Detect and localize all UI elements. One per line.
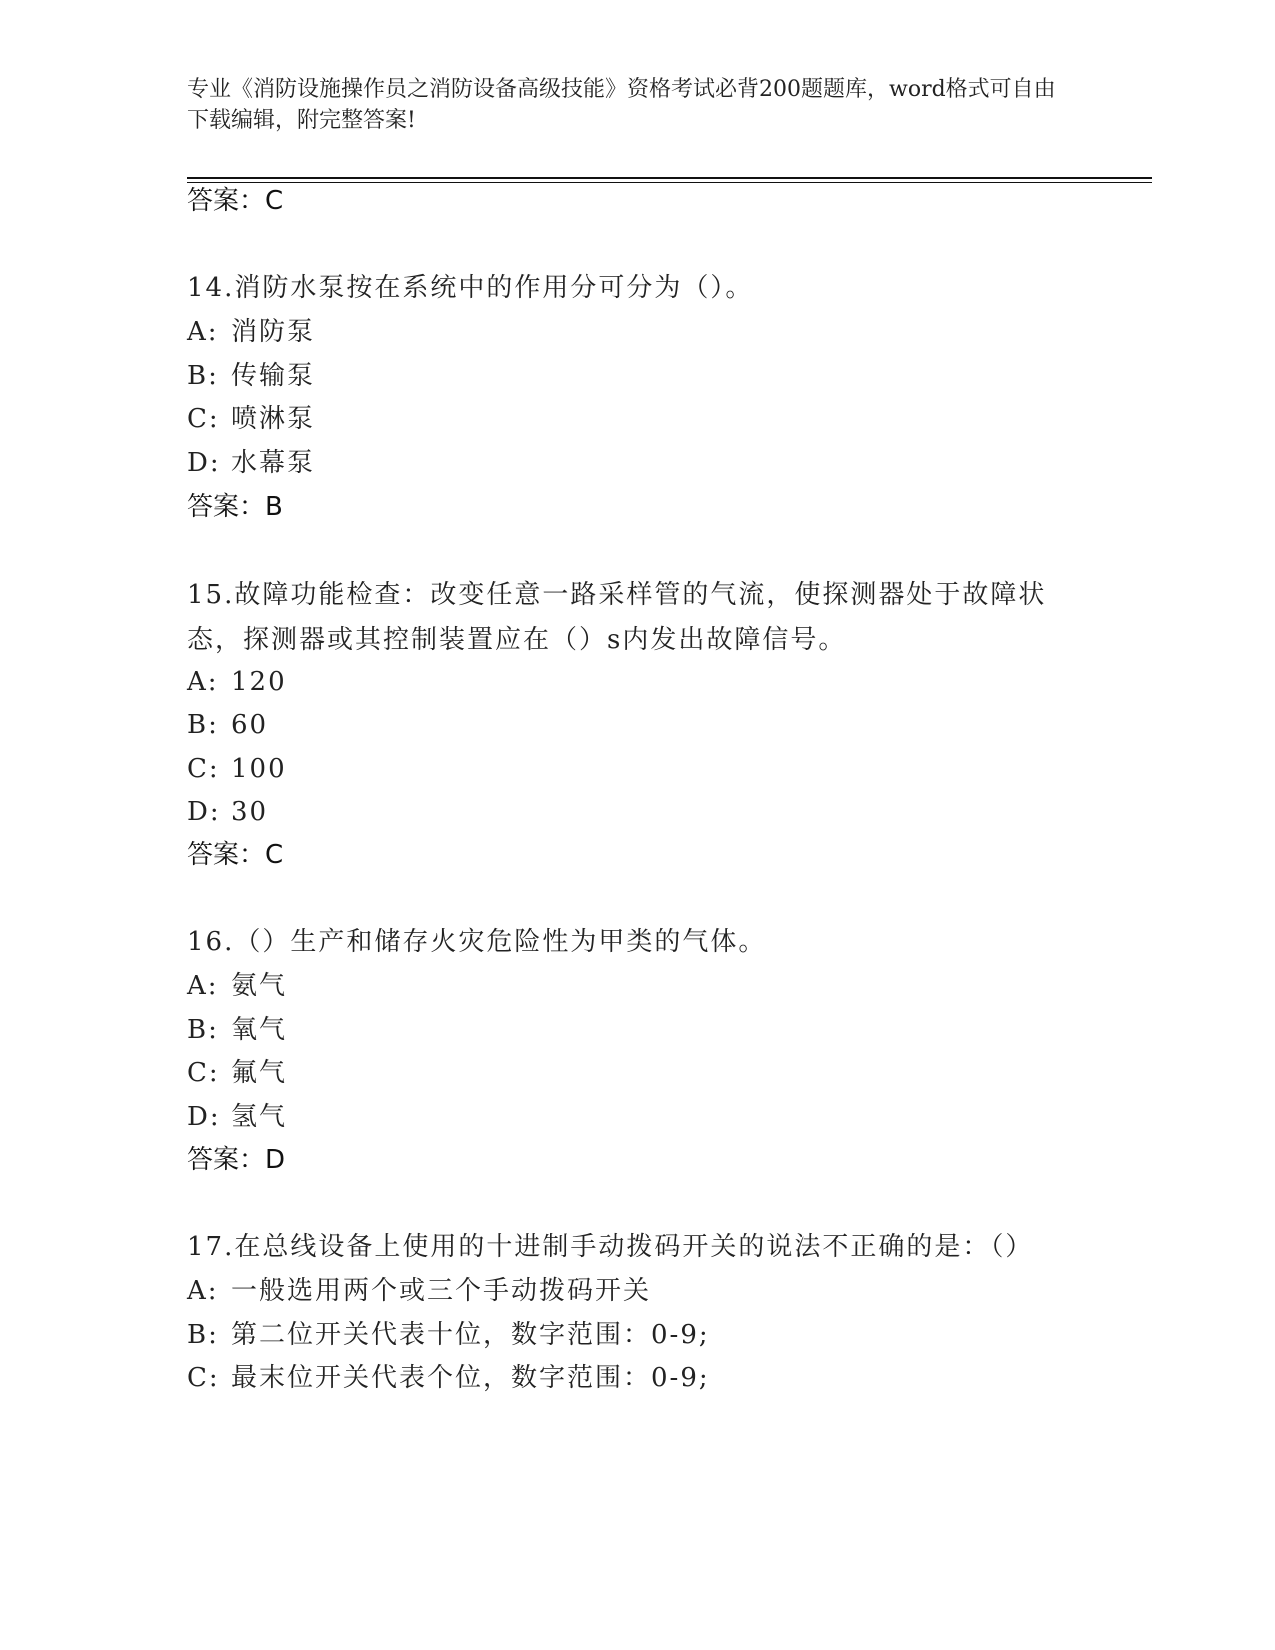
answer-label: 答案：B xyxy=(187,492,283,522)
option-letter: C: xyxy=(187,1363,220,1393)
question-stem: 17.在总线设备上使用的十进制手动拨码开关的说法不正确的是：（） xyxy=(187,1232,1034,1262)
option-c xyxy=(187,752,287,786)
option-text: 氧气 xyxy=(231,1015,288,1045)
option-text: 氢气 xyxy=(231,1102,288,1132)
option-letter: D: xyxy=(187,448,221,478)
option-b xyxy=(187,708,268,742)
option-letter: B: xyxy=(187,1320,219,1350)
option-letter: D: xyxy=(187,1102,221,1132)
option-letter: A: xyxy=(187,971,219,1001)
option-text: 消防泵 xyxy=(231,317,316,347)
option-letter: A: xyxy=(187,667,219,697)
option-letter: C: xyxy=(187,404,220,434)
answer-label: 答案：C xyxy=(187,840,284,870)
option-a xyxy=(187,969,287,1003)
option-text: 最末位开关代表个位，数字范围：0-9; xyxy=(231,1363,710,1393)
option-text: 100 xyxy=(231,754,287,784)
option-a xyxy=(187,1274,651,1308)
option-letter: D: xyxy=(187,797,221,827)
option-letter: B: xyxy=(187,1015,219,1045)
question-stem: 16.（）生产和储存火灾危险性为甲类的气体。 xyxy=(187,927,767,957)
option-c xyxy=(187,402,315,436)
option-c xyxy=(187,1056,287,1090)
question-stem: 15.故障功能检查：改变任意一路采样管的气流，使探测器处于故障状态，探测器或其控制装置应在（）s内发出故障信号。 xyxy=(187,580,1047,655)
option-a xyxy=(187,315,315,349)
document-header: 专业《消防设施操作员之消防设备高级技能》资格考试必背200题题库，word格式可自由下载编辑，附完整答案! xyxy=(187,77,1056,133)
option-text: 氟气 xyxy=(231,1058,288,1088)
option-letter: A: xyxy=(187,317,219,347)
option-text: 水幕泵 xyxy=(231,448,316,478)
option-text: 喷淋泵 xyxy=(231,404,316,434)
question-stem: 14.消防水泵按在系统中的作用分可分为（）。 xyxy=(187,273,754,303)
option-b xyxy=(187,359,315,393)
option-text: 120 xyxy=(231,667,287,697)
option-text: 30 xyxy=(231,797,269,827)
option-letter: C: xyxy=(187,1058,220,1088)
option-text: 一般选用两个或三个手动拨码开关 xyxy=(231,1276,652,1306)
header-divider-thick xyxy=(187,177,1152,179)
answer-label: 答案：C xyxy=(187,186,284,216)
header-divider-thin xyxy=(187,182,1152,183)
answer-label: 答案：D xyxy=(187,1145,286,1175)
option-a xyxy=(187,665,287,699)
option-d xyxy=(187,1100,287,1134)
option-text: 第二位开关代表十位，数字范围：0-9; xyxy=(231,1320,710,1350)
option-b xyxy=(187,1013,287,1047)
option-letter: C: xyxy=(187,754,220,784)
option-b xyxy=(187,1318,710,1352)
option-text: 氨气 xyxy=(231,971,288,1001)
option-letter: B: xyxy=(187,361,219,391)
option-d xyxy=(187,446,315,480)
option-d xyxy=(187,795,268,829)
option-c xyxy=(187,1361,710,1395)
option-letter: B: xyxy=(187,710,219,740)
option-letter: A: xyxy=(187,1276,219,1306)
option-text: 60 xyxy=(231,710,269,740)
option-text: 传输泵 xyxy=(231,361,316,391)
